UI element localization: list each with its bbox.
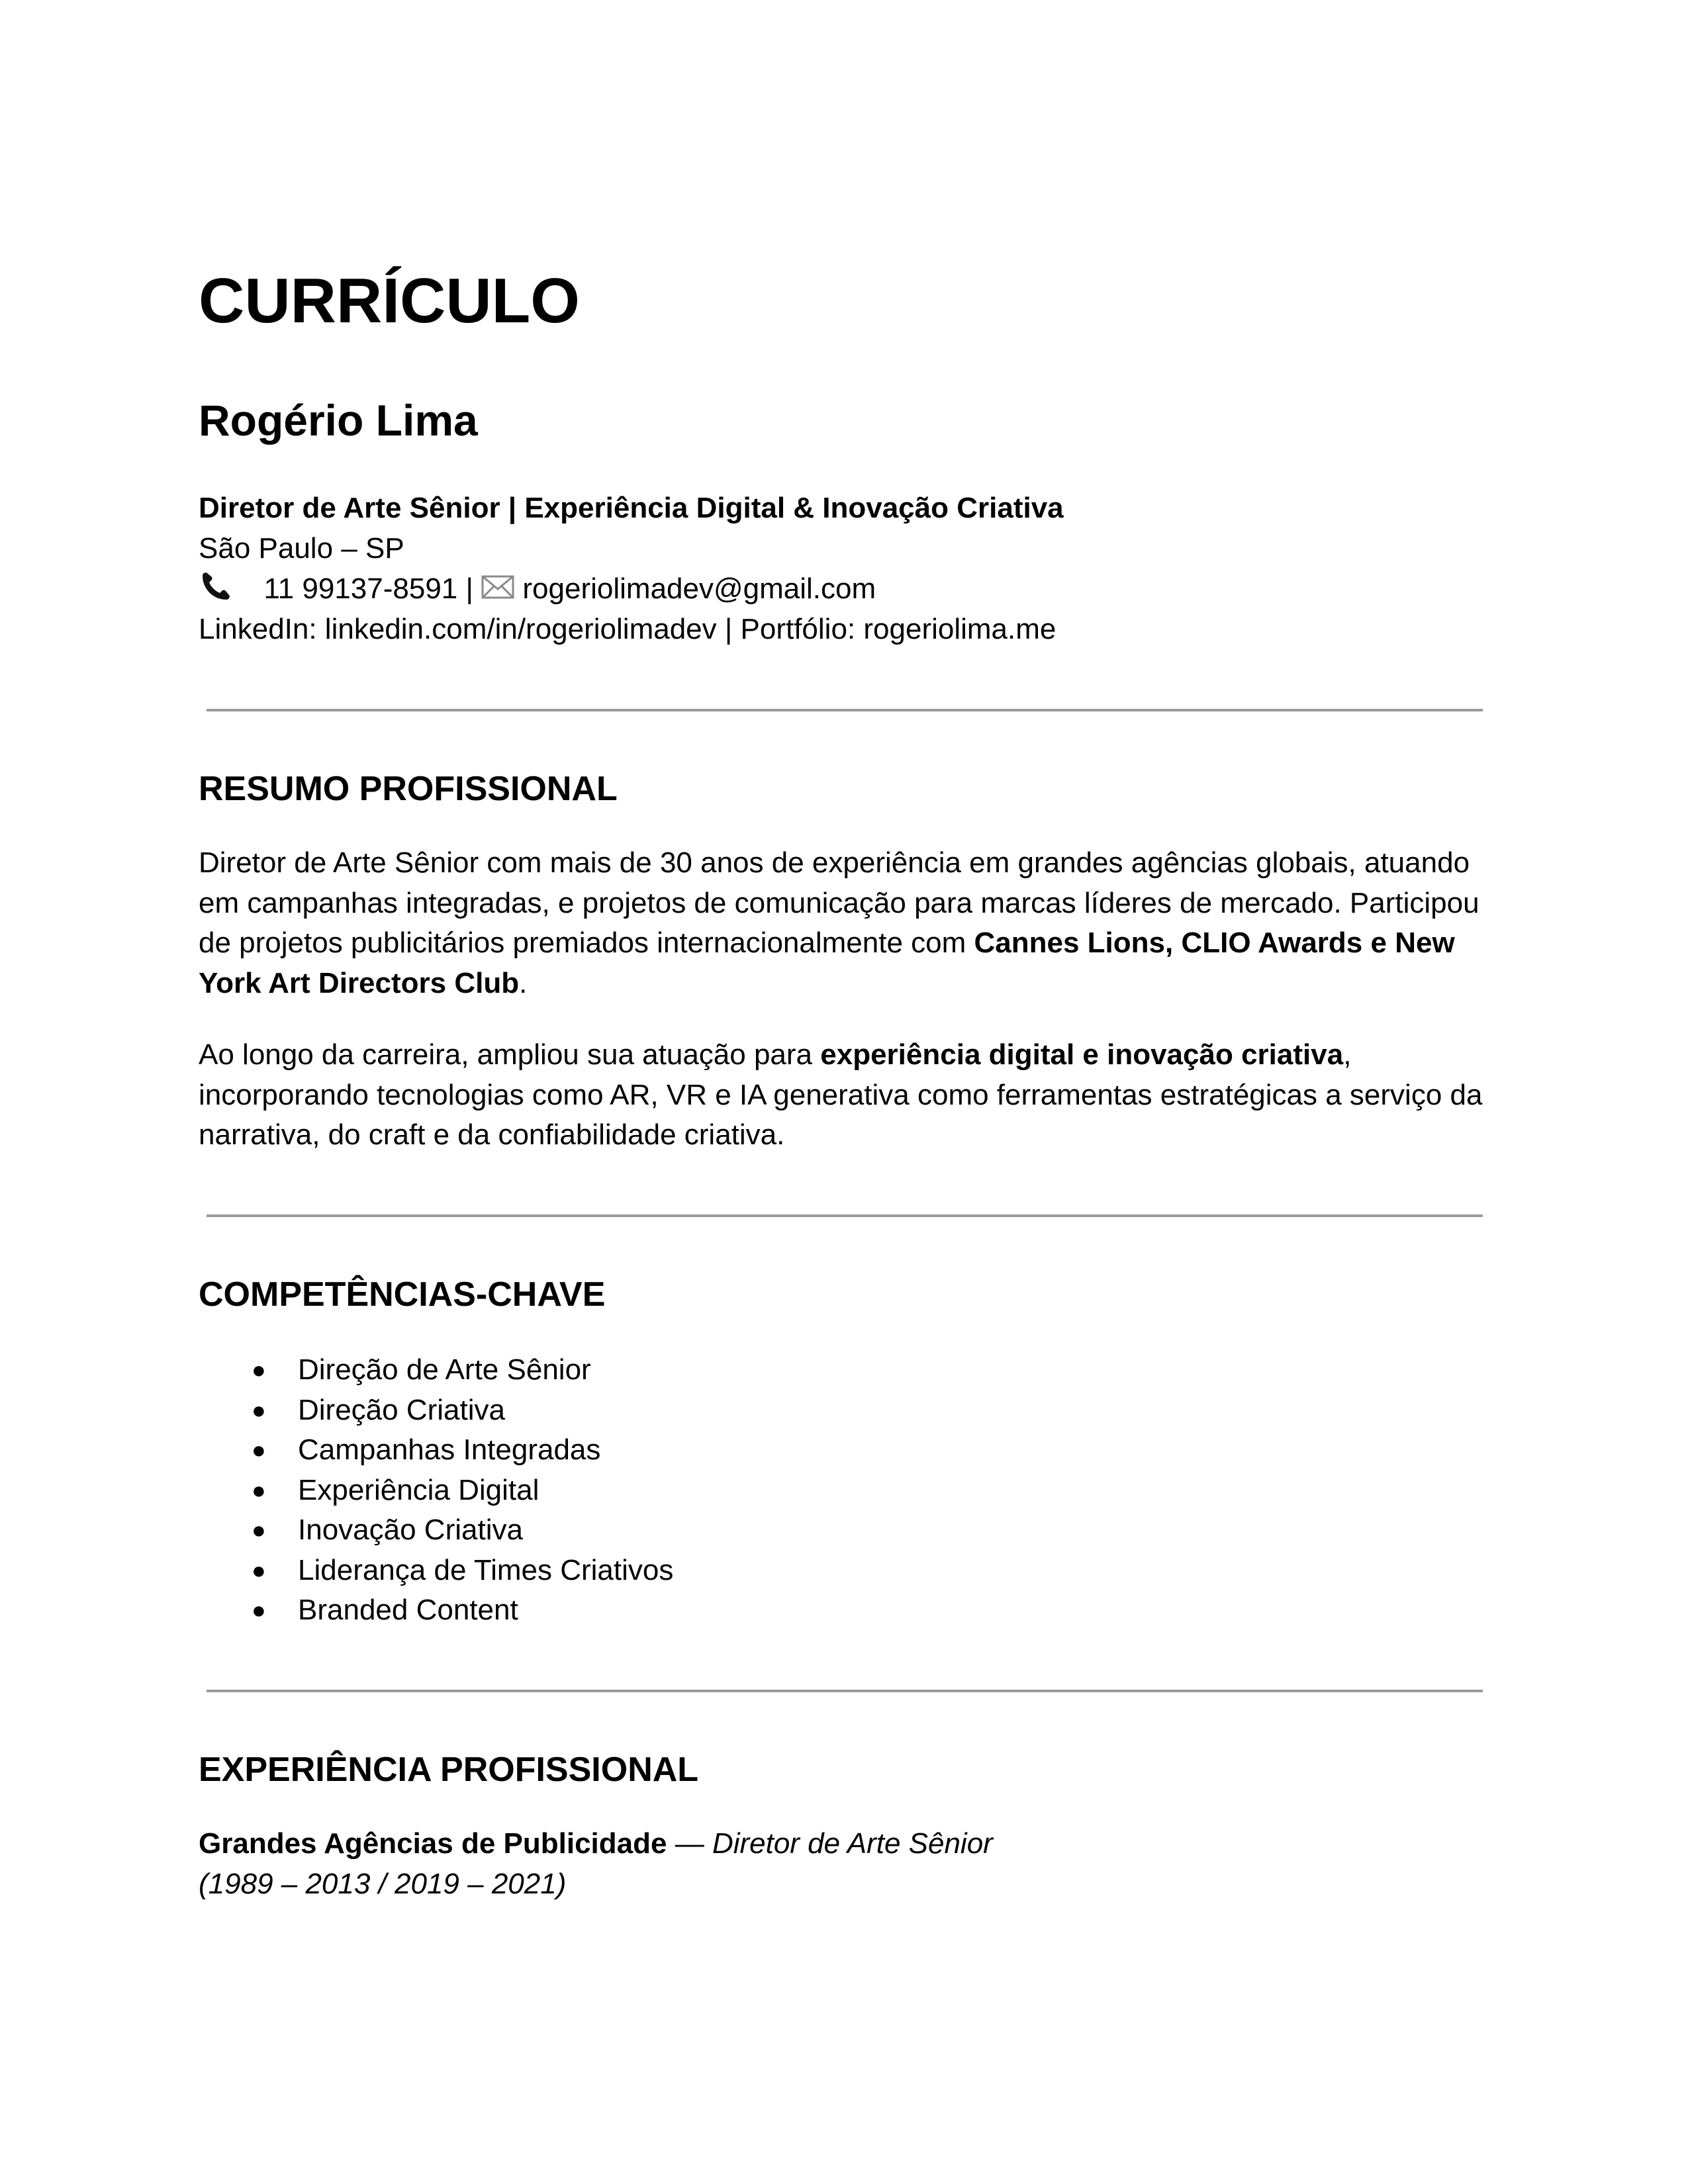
job-role: Diretor de Arte Sênior [712, 1827, 993, 1860]
section-divider [207, 1690, 1483, 1692]
list-item: ● Direção de Arte Sênior [199, 1350, 673, 1390]
location: São Paulo – SP [199, 532, 404, 565]
summary-paragraph-2 [199, 1035, 1496, 1156]
title-dash: — [667, 1827, 712, 1860]
document-title: CURRÍCULO [199, 265, 580, 336]
list-item: ● Campanhas Integradas [199, 1430, 673, 1471]
professional-headline: Diretor de Arte Sênior | Experiência Digital & Inovação Criativa [199, 492, 1064, 524]
experience-period: (1989 – 2013 / 2019 – 2021) [199, 1868, 567, 1900]
person-name: Rogério Lima [199, 396, 478, 445]
summary-p2-end: , incorporando tecnologias como AR, VR e IA generativa como ferramentas estratégicas a serviço da narrativa, do craft e da confiabilidade criativa. [199, 1038, 1483, 1151]
email-address: rogeriolimadev@gmail.com [522, 572, 876, 605]
bullet-icon: ● [252, 1476, 266, 1504]
summary-p1-text: Diretor de Arte Sênior com mais de 30 anos de experiência em grandes agências globais, atuando em campanhas integradas, e projetos de comunicação para marcas líderes de mercado. Participou de projetos publicitários premiados internacionalmente com [199, 846, 1479, 959]
contact-line [199, 569, 876, 612]
experience-entry-title [199, 1824, 993, 1864]
contact-separator: | [465, 572, 473, 605]
company-name: Grandes Agências de Publicidade [199, 1827, 667, 1860]
links-line: LinkedIn: linkedin.com/in/rogeriolimadev | Portfólio: rogeriolima.me [199, 613, 1056, 645]
envelope-icon [481, 570, 514, 610]
phone-icon [199, 569, 233, 612]
experience-heading: EXPERIÊNCIA PROFISSIONAL [199, 1751, 699, 1789]
bullet-icon: ● [252, 1516, 266, 1543]
summary-heading: RESUMO PROFISSIONAL [199, 770, 618, 808]
summary-p2-focus: experiência digital e inovação criativa [820, 1038, 1344, 1071]
bullet-icon: ● [252, 1436, 266, 1463]
phone-number: 11 99137-8591 [263, 572, 458, 605]
list-item: ● Experiência Digital [199, 1471, 673, 1511]
list-item: ● Inovação Criativa [199, 1510, 673, 1551]
skills-list [199, 1350, 673, 1631]
summary-p1-awards: Cannes Lions, CLIO Awards e New York Art Directors Club [199, 927, 1455, 999]
list-item: ● Branded Content [199, 1590, 673, 1631]
bullet-icon: ● [252, 1556, 266, 1584]
bullet-icon: ● [252, 1396, 266, 1424]
summary-p2-start: Ao longo da carreira, ampliou sua atuação para [199, 1038, 821, 1071]
list-item: ● Liderança de Times Criativos [199, 1551, 673, 1591]
list-item: ● Direção Criativa [199, 1390, 673, 1431]
summary-p1-end: . [519, 966, 528, 999]
section-divider [207, 1214, 1483, 1217]
section-divider [207, 709, 1483, 711]
skills-heading: COMPETÊNCIAS-CHAVE [199, 1275, 606, 1314]
bullet-icon: ● [252, 1356, 266, 1383]
summary-paragraph-1 [199, 843, 1496, 1003]
bullet-icon: ● [252, 1596, 266, 1623]
